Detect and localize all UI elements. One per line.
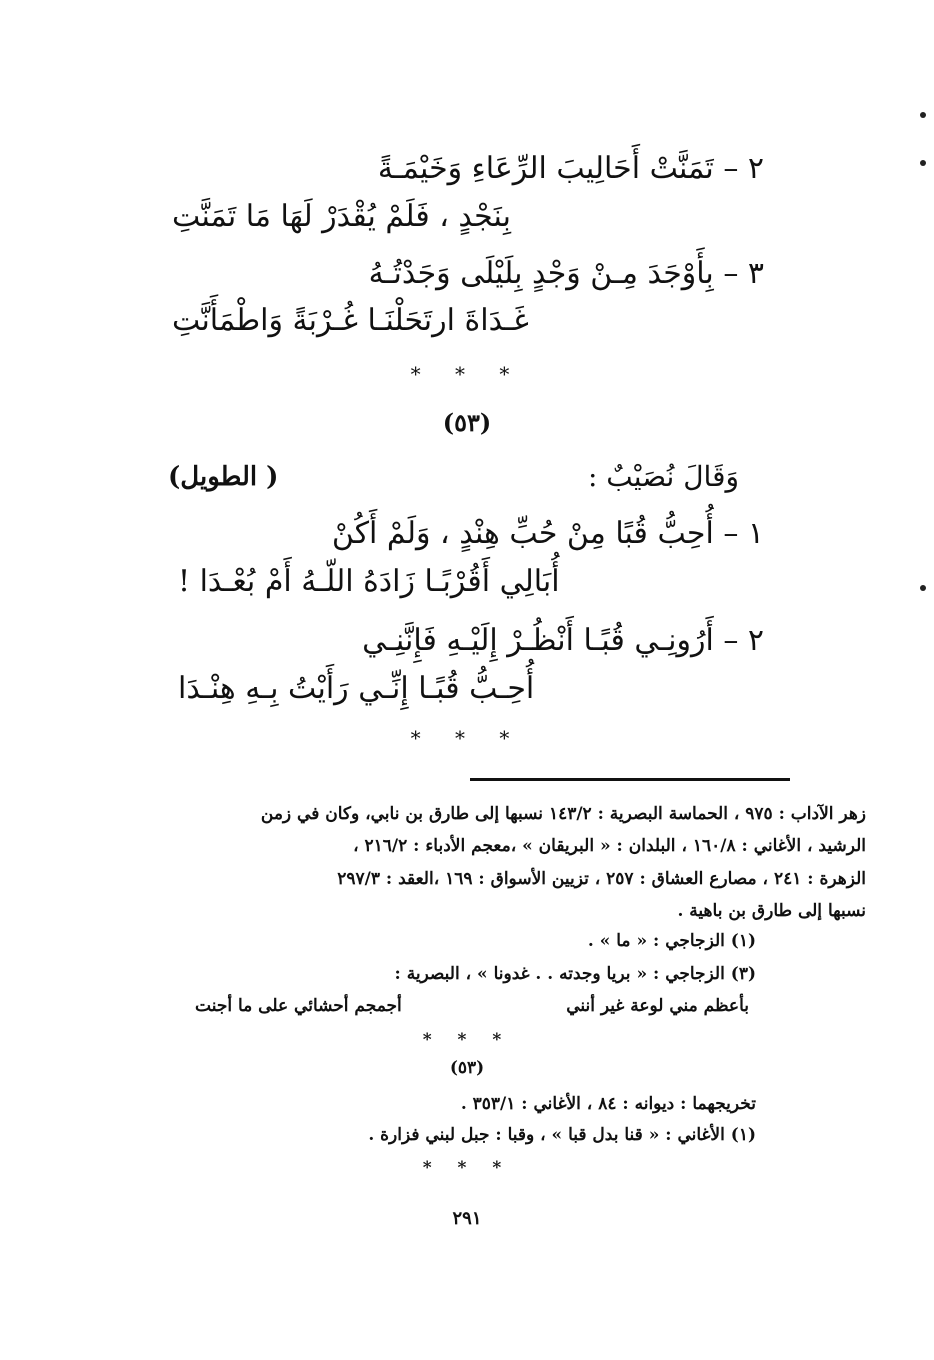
poem-meter: ( الطويل) xyxy=(168,462,279,492)
footnote-line: الزهرة : ٢٤١ ، مصارع العشاق : ٢٥٧ ، تزيين الأسواق : ١٦٩ ،العقد : ٢٩٧/٣ xyxy=(337,869,866,889)
hemistich-text: تَمَنَّتْ أَحَالِيبَ الرِّعَاءِ وَخَيْمَـةً xyxy=(377,151,714,186)
verse-number: ١ – xyxy=(723,516,764,551)
poem-number: (٥٣) xyxy=(442,408,492,437)
footnote-line: (٣) الزجاجي : « بريا وجدته . . غدونا » ، البصرية : xyxy=(394,964,756,984)
scan-speck xyxy=(920,160,926,166)
section-separator: * * * xyxy=(410,726,524,750)
footnote-line: زهر الآداب : ٩٧٥ ، الحماسة البصرية : ١٤٣/٢ نسبها إلى طارق بن نابي، وكان في زمن xyxy=(260,804,866,824)
hemistich-text: بِأَوْجَدَ مِـنْ وَجْدٍ بِلَيْلَى وَجَدْتُـهُ xyxy=(368,256,714,291)
verse-3-second-hemistich: غَـدَاةَ ارتَحَلْنَـا غُـرْبَةً وَاطْمَأَنَّتِ xyxy=(172,303,529,338)
verse-2-first-hemistich xyxy=(362,622,764,660)
scan-speck xyxy=(920,112,926,118)
footnote-line: الرشيد ، الأغاني : ١٦٠/٨ ، البلدان : « البريقان » ،معجم الأدباء : ٢١٦/٢ ، xyxy=(353,836,866,856)
verse-1-second-hemistich: أُبَالِي أَقُرْبًـا زَادَهُ اللّـهُ أَمْ بُعْـدَا ! xyxy=(178,564,560,599)
footnote-poem-number: (٥٣) xyxy=(449,1058,485,1078)
footnote-line: نسبها إلى طارق بن باهية . xyxy=(677,901,866,921)
verse-number: ٢ – xyxy=(723,623,764,658)
verse-number: ٣ – xyxy=(723,256,764,291)
footnote-line: (١) الزجاجي : « ما » . xyxy=(587,931,756,951)
verse-number: ٢ – xyxy=(723,151,764,186)
footnote-line: (١) الأغاني : « قنا بدل قبا » ، وقبا : جبل لبني فزارة . xyxy=(368,1125,756,1145)
verse-2-first-hemistich xyxy=(378,150,764,188)
footnote-line: تخريجهما : ديوانه : ٨٤ ، الأغاني : ٣٥٣/١ . xyxy=(460,1094,756,1114)
verse-1-first-hemistich xyxy=(332,515,764,553)
scan-speck xyxy=(920,585,926,591)
section-separator: * * * xyxy=(410,362,524,386)
footnote-divider xyxy=(470,778,790,781)
footnote-separator: * * * xyxy=(422,1158,512,1178)
page-number: ٢٩١ xyxy=(452,1208,482,1229)
hemistich-text: أَرُونِـي قُبًـا أَنْظُـرْ إِلَيْـهِ فَإِنَّنِـي xyxy=(362,623,714,658)
verse-3-first-hemistich xyxy=(369,255,764,293)
verse-2-second-hemistich: بِنَجْدٍ ، فَلَمْ يُقْدَرْ لَهَا مَا تَمَنَّتِ xyxy=(172,199,511,234)
hemistich-text: أُحِبُّ قُبًا مِنْ حُبِّ هِنْدٍ ، وَلَمْ أَكُنْ xyxy=(331,516,714,551)
footnote-verse-first: بأعظم مني لوعة غير أنني xyxy=(566,996,749,1016)
footnote-verse-second: أجمجم أحشائي على ما أجنت xyxy=(195,996,402,1016)
verse-2-second-hemistich: أُحِـبُّ قُبًـا إِنِّـي رَأَيْتُ بِـهِ هِنْـدَا xyxy=(178,671,535,706)
poem-speaker: وَقَالَ نُصَيْبٌ : xyxy=(587,460,739,493)
footnote-separator: * * * xyxy=(422,1030,512,1050)
